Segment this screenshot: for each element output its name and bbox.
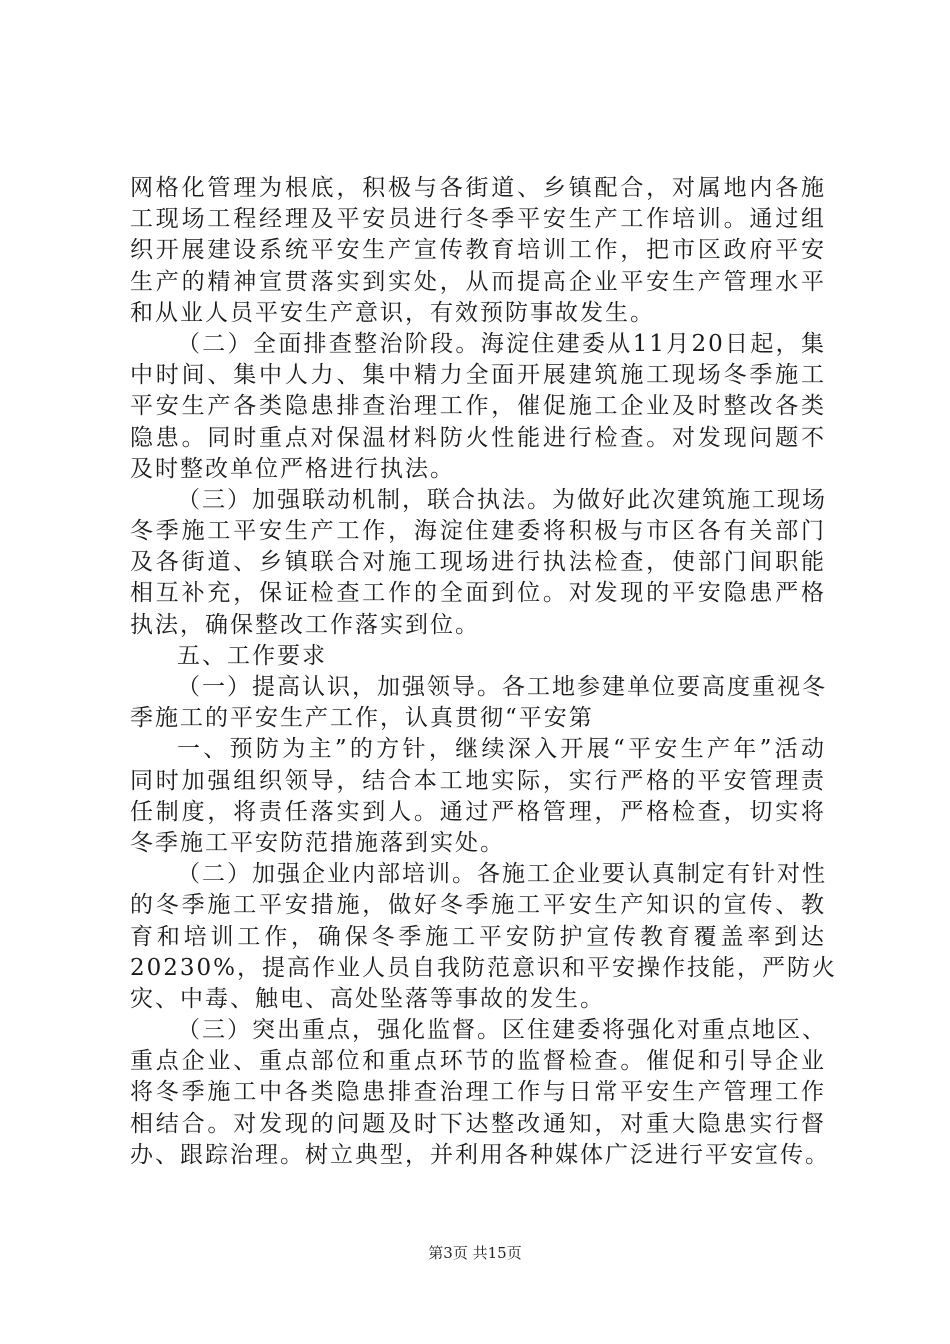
text-line: 网格化管理为根底，积极与各街道、乡镇配合，对属地内各施 <box>130 175 826 201</box>
text-line: 相结合。对发现的问题及时下达整改通知，对重大隐患实行督 <box>130 1110 826 1137</box>
page-indicator: 第3页 共15页 <box>428 1244 522 1262</box>
text-line: 同时加强组织领导，结合本工地实际，实行严格的平安管理责 <box>130 767 826 794</box>
text-line: 灾、中毒、触电、高处坠落等事故的发生。 <box>130 985 605 1012</box>
paragraph-first-line: （二）加强企业内部培训。各施工企业要认真制定有针对性 <box>177 861 827 888</box>
text-line: 及各街道、乡镇联合对施工现场进行执法检查，使部门间职能 <box>130 549 826 576</box>
text-line: 冬季施工平安防范措施落到实处。 <box>130 829 505 856</box>
text-line: 的冬季施工平安措施，做好冬季施工平安生产知识的宣传、教 <box>130 892 826 919</box>
text-line: 将冬季施工中各类隐患排查治理工作与日常平安生产管理工作 <box>130 1079 826 1106</box>
paragraph-first-line: （三）加强联动机制，联合执法。为做好此次建筑施工现场 <box>177 486 827 513</box>
text-line: 重点企业、重点部位和重点环节的监督检查。催促和引导企业 <box>130 1048 826 1075</box>
text-line: 办、跟踪治理。树立典型，并利用各种媒体广泛进行平安宣传。 <box>130 1141 830 1168</box>
text-line: 任制度，将责任落实到人。通过严格管理，严格检查，切实将 <box>130 798 826 825</box>
text-line: 及时整改单位严格进行执法。 <box>130 455 455 482</box>
text-line: 冬季施工平安生产工作，海淀住建委将积极与市区各有关部门 <box>130 518 826 545</box>
document-body <box>130 173 838 1171</box>
paragraph-first-line: 一、预防为主”的方针，继续深入开展“平安生产年”活动 <box>177 736 826 763</box>
text-line: 20230%，提高作业人员自我防范意识和平安操作技能，严防火 <box>130 954 838 981</box>
text-line: 织开展建设系统平安生产宣传教育培训工作，把市区政府平安 <box>130 237 826 264</box>
section-heading: 五、工作要求 <box>177 642 327 669</box>
text-line: 中时间、集中人力、集中精力全面开展建筑施工现场冬季施工 <box>130 362 826 389</box>
text-line: 隐患。同时重点对保温材料防火性能进行检查。对发现问题不 <box>130 424 826 451</box>
paragraph-first-line: （一）提高认识，加强领导。各工地参建单位要高度重视冬 <box>177 674 827 700</box>
text-line: 季施工的平安生产工作，认真贯彻“平安第 <box>130 705 594 732</box>
text-line: 相互补充，保证检查工作的全面到位。对发现的平安隐患严格 <box>130 580 826 607</box>
text-line: 执法，确保整改工作落实到位。 <box>130 611 480 638</box>
text-line: 平安生产各类隐患排查治理工作，催促施工企业及时整改各类 <box>130 393 826 420</box>
paragraph-first-line: （三）突出重点，强化监督。区住建委将强化对重点地区、 <box>177 1017 827 1044</box>
text-line: 和从业人员平安生产意识，有效预防事故发生。 <box>130 299 655 326</box>
paragraph-first-line: （二）全面排查整治阶段。海淀住建委从11月20日起，集 <box>177 330 826 357</box>
page-footer <box>0 1242 950 1263</box>
text-line: 育和培训工作，确保冬季施工平安防护宣传教育覆盖率到达 <box>130 923 826 950</box>
text-line: 工现场工程经理及平安员进行冬季平安生产工作培训。通过组 <box>130 206 826 233</box>
text-line: 生产的精神宣贯落实到实处，从而提高企业平安生产管理水平 <box>130 268 826 295</box>
